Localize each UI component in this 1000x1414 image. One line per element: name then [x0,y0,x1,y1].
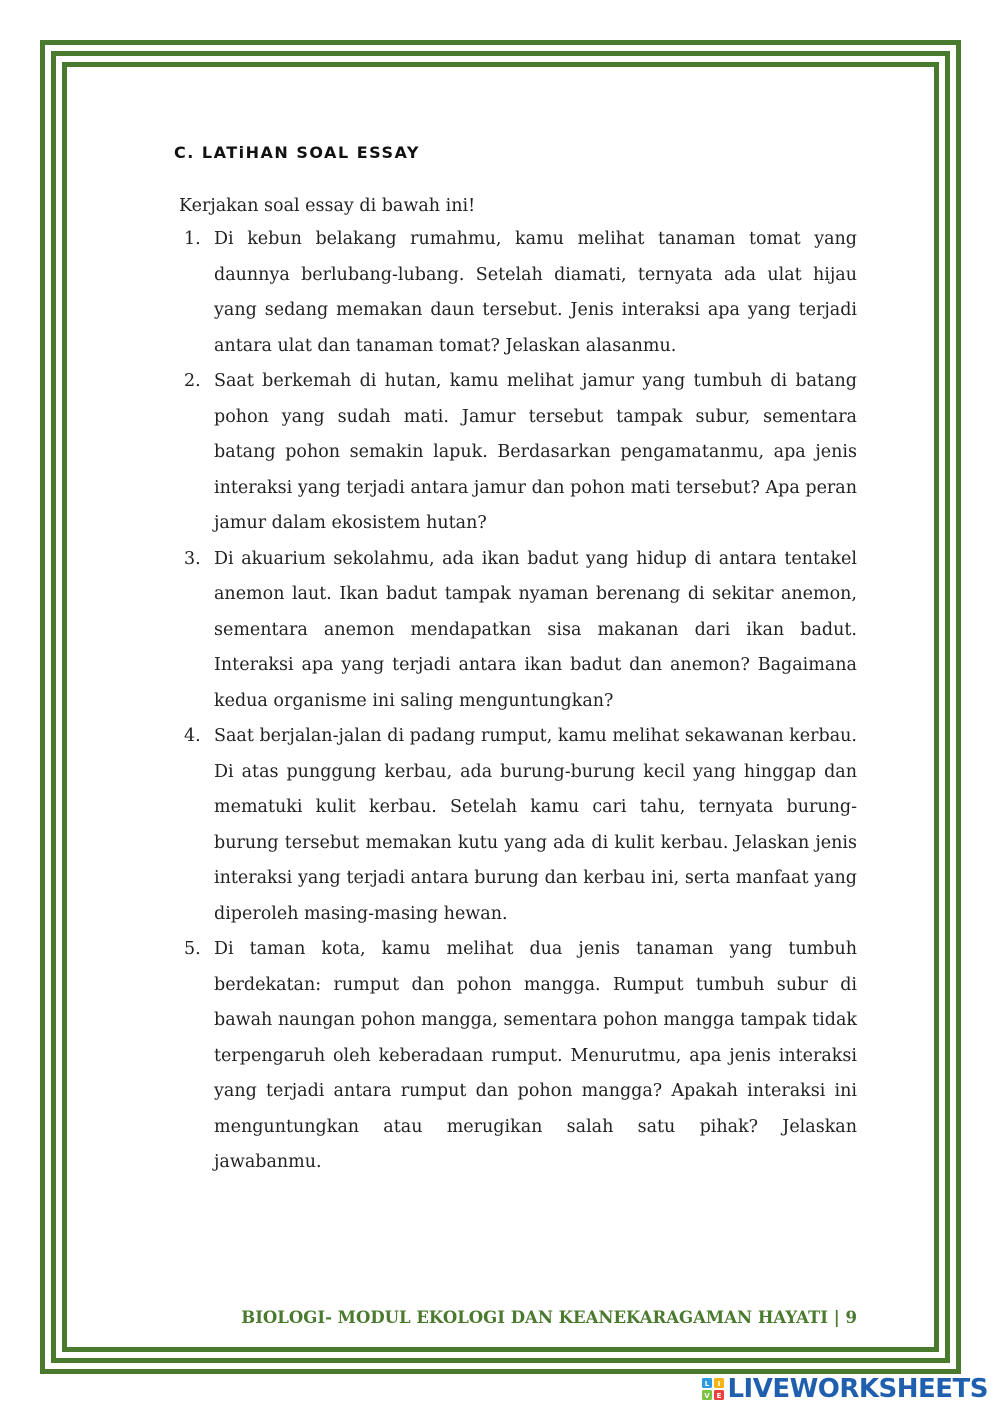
question-list [179,222,857,1181]
page-footer: BIOLOGI- MODUL EKOLOGI DAN KEANEKARAGAMAN HAYATI | 9 [241,1308,857,1327]
question-item [179,719,857,932]
question-number: 5. [184,939,201,959]
question-number: 1. [184,229,201,249]
question-number: 4. [184,726,201,746]
question-item [179,222,857,364]
question-text: Di akuarium sekolahmu, ada ikan badut yang hidup di antara tentakel anemon laut. Ikan badut tampak nyaman berenang di sekitar anemon, sementara anemon mendapatkan sisa makanan dari ikan badut. Interaksi apa yang terjadi antara ikan badut dan anemon? Bagaimana kedua organisme ini saling menguntungkan? [214,548,857,711]
question-item [179,542,857,720]
question-item [179,364,857,542]
question-text: Saat berkemah di hutan, kamu melihat jamur yang tumbuh di batang pohon yang sudah mati. Jamur tersebut tampak subur, sementara batang pohon semakin lapuk. Berdasarkan pengamatanmu, apa jenis interaksi yang terjadi antara jamur dan pohon mati tersebut? Apa peran jamur dalam ekosistem hutan? [214,371,857,533]
question-item [179,932,857,1181]
liveworksheets-watermark[interactable] [702,1374,988,1404]
watermark-text: LIVEWORKSHEETS [727,1374,988,1404]
svg-text:I: I [718,1380,721,1388]
question-text: Di taman kota, kamu melihat dua jenis tanaman yang tumbuh berdekatan: rumput dan pohon mangga. Rumput tumbuh subur di bawah naungan pohon mangga, sementara pohon mangga tampak tidak terpengaruh oleh keberadaan rumput. Menurutmu, apa jenis interaksi yang terjadi antara rumput dan pohon mangga? Apakah interaksi ini menguntungkan atau merugikan salah satu pihak? Jelaskan jawabanmu. [214,939,857,1172]
question-number: 3. [184,548,201,569]
svg-text:V: V [704,1392,711,1400]
liveworksheets-logo-icon [702,1378,724,1400]
question-text: Saat berjalan-jalan di padang rumput, kamu melihat sekawanan kerbau. Di atas punggung kerbau, ada burung-burung kecil yang hinggap dan mematuki kulit kerbau. Setelah kamu cari tahu, ternyata burung-burung tersebut memakan kutu yang ada di kulit kerbau. Jelaskan jenis interaksi yang terjadi antara burung dan kerbau ini, serta manfaat yang diperoleh masing-masing hewan. [214,726,857,924]
svg-text:L: L [705,1380,710,1388]
svg-text:E: E [717,1392,722,1400]
section-title: C. LATiHAN SOAL ESSAY [174,143,420,162]
instruction-text: Kerjakan soal essay di bawah ini! [179,196,476,216]
question-text: Di kebun belakang rumahmu, kamu melihat tanaman tomat yang daunnya berlubang-lubang. Setelah diamati, ternyata ada ulat hijau yang sedang memakan daun tersebut. Jenis interaksi apa yang terjadi antara ulat dan tanaman tomat? Jelaskan alasanmu. [214,229,857,356]
question-number: 2. [184,371,201,391]
